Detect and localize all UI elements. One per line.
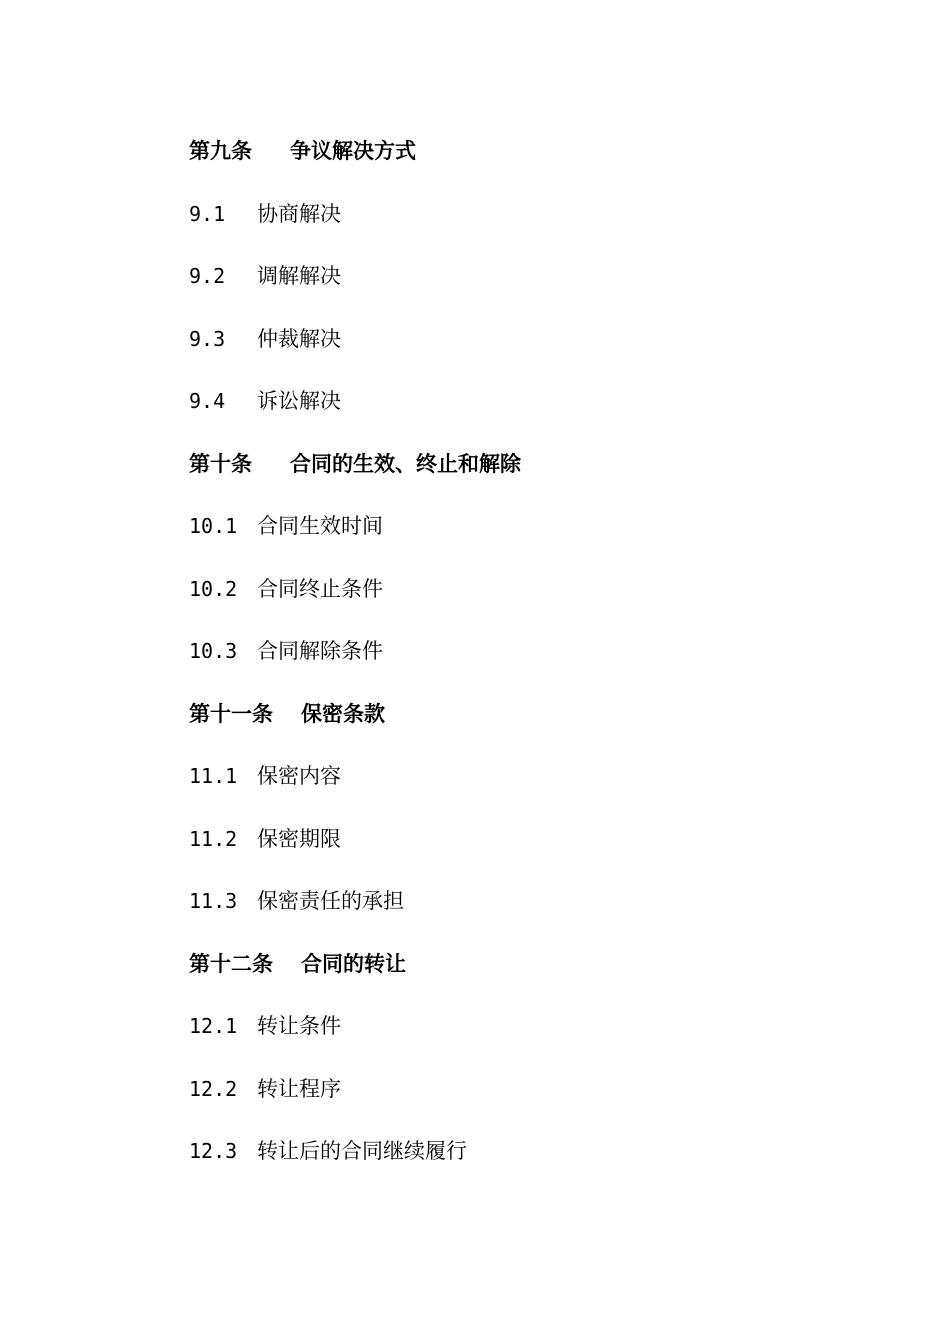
clause-text: 保密内容 [257, 764, 341, 788]
clause-number: 11.2 [189, 826, 238, 851]
clause-number: 12.3 [189, 1139, 238, 1163]
clause-text: 协商解决 [257, 201, 341, 226]
section-title: 争议解决方式 [290, 139, 416, 163]
section-heading-10 [189, 445, 889, 508]
clause-item [189, 570, 889, 633]
clause-item [189, 882, 889, 945]
clause-text: 保密期限 [257, 826, 341, 851]
clause-item [189, 757, 889, 820]
clause-text: 合同解除条件 [257, 639, 383, 663]
clause-number: 10.1 [189, 514, 238, 538]
clause-item [189, 382, 889, 445]
clause-text: 保密责任的承担 [257, 889, 404, 913]
clause-text: 诉讼解决 [257, 389, 341, 413]
section-title: 合同的转让 [301, 951, 406, 976]
clause-text: 合同终止条件 [257, 576, 383, 601]
clause-item [189, 507, 889, 570]
section-number: 第十二条 [189, 951, 273, 976]
clause-number: 9.3 [189, 326, 226, 351]
clause-item [189, 195, 889, 258]
clause-number: 9.2 [189, 264, 226, 288]
clause-number: 10.2 [189, 576, 238, 601]
clause-text: 调解解决 [257, 264, 341, 288]
section-number: 第十一条 [189, 701, 273, 726]
clause-text: 转让程序 [257, 1076, 341, 1101]
document-body [189, 132, 889, 1195]
clause-number: 12.2 [189, 1076, 238, 1101]
section-number: 第九条 [189, 139, 252, 163]
clause-item [189, 257, 889, 320]
clause-item [189, 1070, 889, 1133]
clause-item [189, 632, 889, 695]
clause-text: 仲裁解决 [257, 326, 341, 351]
clause-number: 9.1 [189, 201, 226, 226]
clause-number: 11.3 [189, 889, 238, 913]
clause-item [189, 1007, 889, 1070]
section-title: 合同的生效、终止和解除 [290, 451, 521, 476]
section-heading-9 [189, 132, 889, 195]
clause-number: 10.3 [189, 639, 238, 663]
section-heading-12 [189, 945, 889, 1008]
section-number: 第十条 [189, 451, 252, 476]
clause-item [189, 820, 889, 883]
clause-item [189, 320, 889, 383]
clause-number: 12.1 [189, 1014, 238, 1038]
clause-item [189, 1132, 889, 1195]
section-heading-11 [189, 695, 889, 758]
clause-number: 11.1 [189, 764, 238, 788]
clause-text: 转让后的合同继续履行 [257, 1139, 467, 1163]
clause-text: 转让条件 [257, 1014, 341, 1038]
clause-text: 合同生效时间 [257, 514, 383, 538]
clause-number: 9.4 [189, 389, 226, 413]
section-title: 保密条款 [301, 701, 385, 726]
